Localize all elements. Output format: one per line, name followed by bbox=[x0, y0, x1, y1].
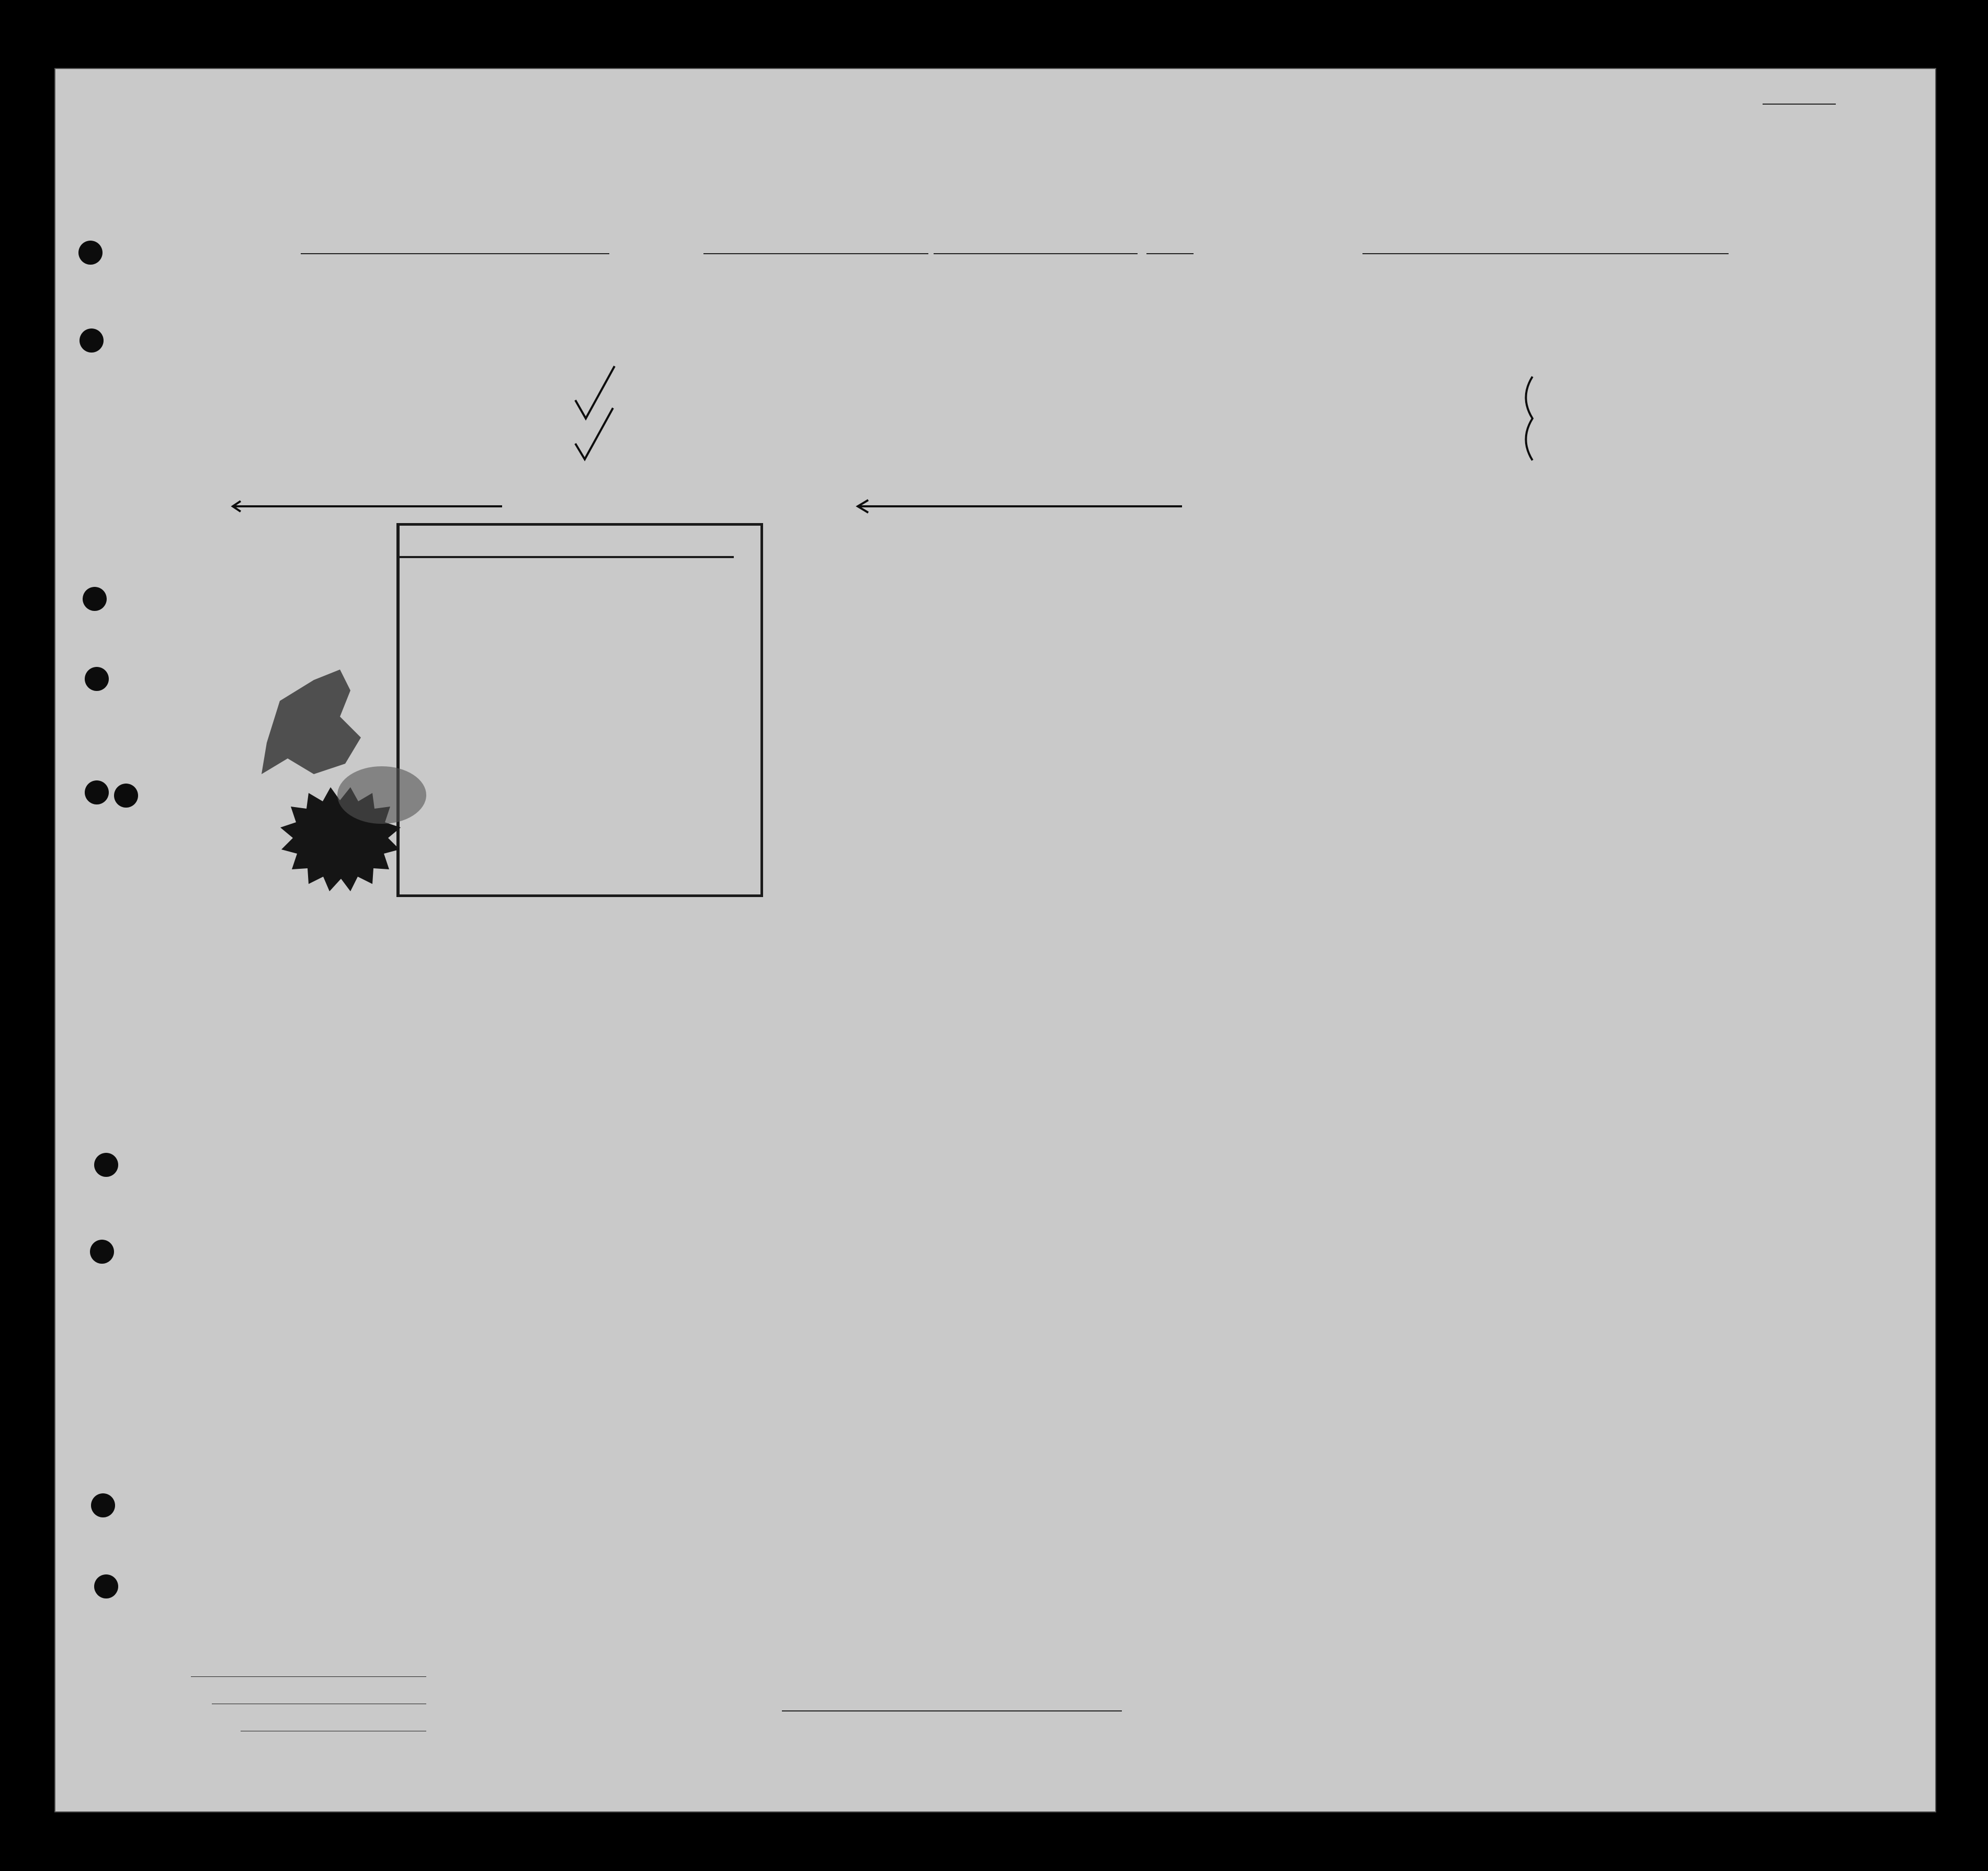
brace-icon bbox=[1526, 377, 1533, 460]
consulate-stamp bbox=[396, 523, 763, 897]
checkmark-icon bbox=[575, 366, 615, 418]
checkmark-icon bbox=[575, 408, 613, 459]
embossed-seal bbox=[251, 670, 429, 900]
